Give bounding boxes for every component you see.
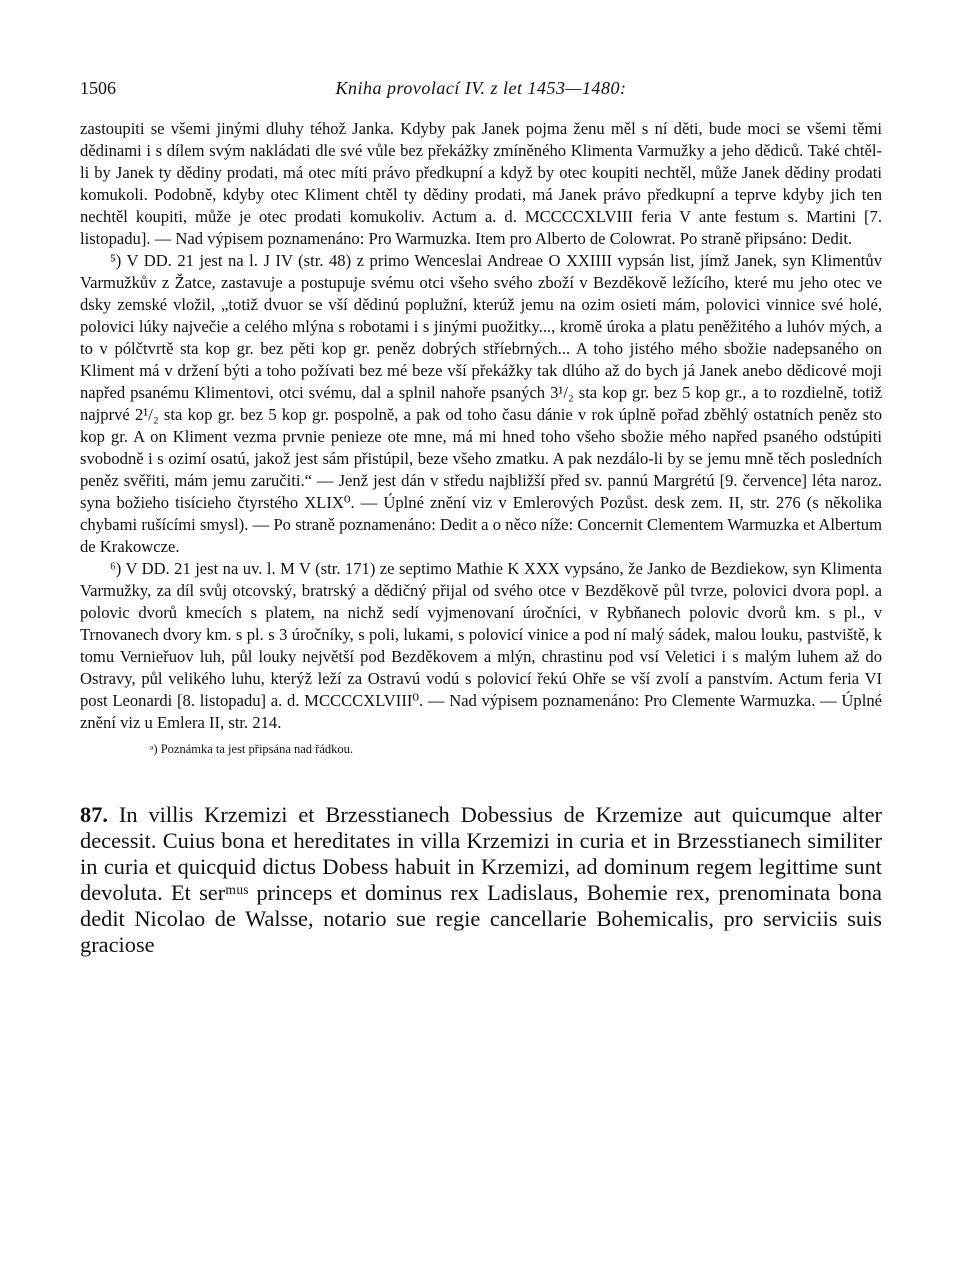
page: [80, 78, 882, 958]
page-header: [80, 78, 882, 118]
entry-text: In villis Krzemizi et Brzesstianech Dobessius de Krzemize aut quicumque alter decessit. Cuius bona et hereditates in villa Krzemizi in curia et in Brzesstianech similiter in curia et quicquid dictus Dobess habuit in Krzemizi, ad dominum regem legittime sunt devoluta. Et serᵐᵘˢ princeps et dominus rex Ladislaus, Bohemie rex, prenominata bona dedit Nicolao de Walsse, notario sue regie cancellarie Bohemicalis, pro serviciis suis graciose: [80, 802, 882, 957]
page-number: 1506: [80, 78, 116, 98]
running-title: Kniha provolací IV. z let 1453—1480:: [335, 78, 627, 98]
footnote-6: ⁶) V DD. 21 jest na uv. l. M V (str. 171) ze septimo Mathie K XXX vypsáno, že Janko de Bezdiekow, syn Klimenta Varmužky, za díl svůj otcovský, bratrský a dědičný přijal od svého otce v Bezděkově půl tvrze, polovici dvora popl. a polovic dvorů kmecích s platem, na nichž sedí vyjmenovaní úročníci, v Rybňanech polovic dvorů km. s pl., v Trnovanech dvory km. s pl. s 3 úročníky, s poli, lukami, s polovicí vinice a pod ní malý sádek, malou louku, pastviště, k tomu Vernieřuov luh, půl louky největší pod Bezděkovem a mlýn, chrastinu pod vsí Veletici i s malým luhem až do Ostravy, půl velikého luhu, kterýž leží za Ostravú vodú s polovicí řekú Ohře se vší zvolí a panstvím. Actum feria VI post Leonardi [8. listopadu] a. d. MCCCCXLVIII⁰. — Nad výpisem poznamenáno: Pro Clemente Warmuzka. — Úplné znění viz u Emlera II, str. 214.: [80, 559, 882, 732]
entry-87: [80, 802, 882, 958]
footnote-a: ᵃ) Poznámka ta jest připsána nad řádkou.: [150, 742, 354, 756]
footnote-5: ⁵) V DD. 21 jest na l. J IV (str. 48) z primo Wenceslai Andreae O XXIIII vypsán list, jímž Janek, syn Klimentův Varmužkův z Žatce, zastavuje a postupuje svému otci všeho svého zboží v Bezděkově ležícího, které mu jeho otec ve dsky zemské vložil, „totiž dvuor se vší dědinú poplužní, kterúž jemu na ozim osieti mám, polovici vinnice své holé, polovici lúky največie a celého mlýna s robotami i s jinými puožitky..., kromě úroka a platu peněžitého a luhóv mých, a to v pólčtvrtě sta kop gr. bez pěti kop gr. peněz dobrých stříebrných... A toho jistého mého sbožie nadepsaného on Kliment má v držení býti a toho požívati bez mé beze vší překážky tak dlúho až do bych já Janek anebo dědicové moji napřed psanému Klimentovi, otci svému, dal a splnil nahoře psaných 3¹/₂ sta kop gr. bez 5 kop gr., a to rozdielně, totiž najprvé 2¹/₂ sta kop gr. bez 5 kop gr. pospolně, a pak od toho času dánie v rok úplně pořad zběhlý ostatních peněz sto kop gr. A on Kliment vezma prvnie penieze ote mne, má mi hned toho všeho sbožie mého napřed psaného odstúpiti svobodně i s ozimí osatú, jakož jest sám přistúpil, beze všeho zmatku. A pak nezdálo-li by se jemu mně těch posledních peněz svěřiti, mám jemu zaručiti.“ — Jenž jest dán v středu najbližší před sv. pannú Margrétú [9. července] léta naroz. syna božieho tisícieho čtyrstého XLIX⁰. — Úplné znění viz v Emlerových Pozůst. desk zem. II, str. 276 (s několika chybami rušícími smysl). — Po straně poznamenáno: Dedit a o něco níže: Concernit Clementem Warmuzka et Albertum de Krakowcze.: [80, 251, 882, 556]
footnote-continuation: zastoupiti se všemi jinými dluhy téhož Janka. Kdyby pak Janek pojma ženu měl s ní děti, bude moci se všemi těmi dědinami i s dílem svým nakládati dle své vůle bez překážky zmíněného Klimenta Varmužky a jeho dědiců. Také chtěl-li by Janek ty dědiny prodati, má otec míti právo předkupní a když by otec koupiti nechtěl, může Janek dědiny prodati komukoli. Podobně, kdyby otec Kliment chtěl ty dědiny prodati, má Janek právo předkupní a teprve kdyby jich ten nechtěl koupiti, může je otec prodati komukoliv. Actum a. d. MCCCCXLVIII feria V ante festum s. Martini [7. listopadu]. — Nad výpisem poznamenáno: Pro Warmuzka. Item pro Alberto de Colowrat. Po straně připsáno: Dedit.: [80, 119, 882, 248]
entry-number: 87.: [80, 802, 108, 827]
footnotes: [80, 118, 882, 758]
